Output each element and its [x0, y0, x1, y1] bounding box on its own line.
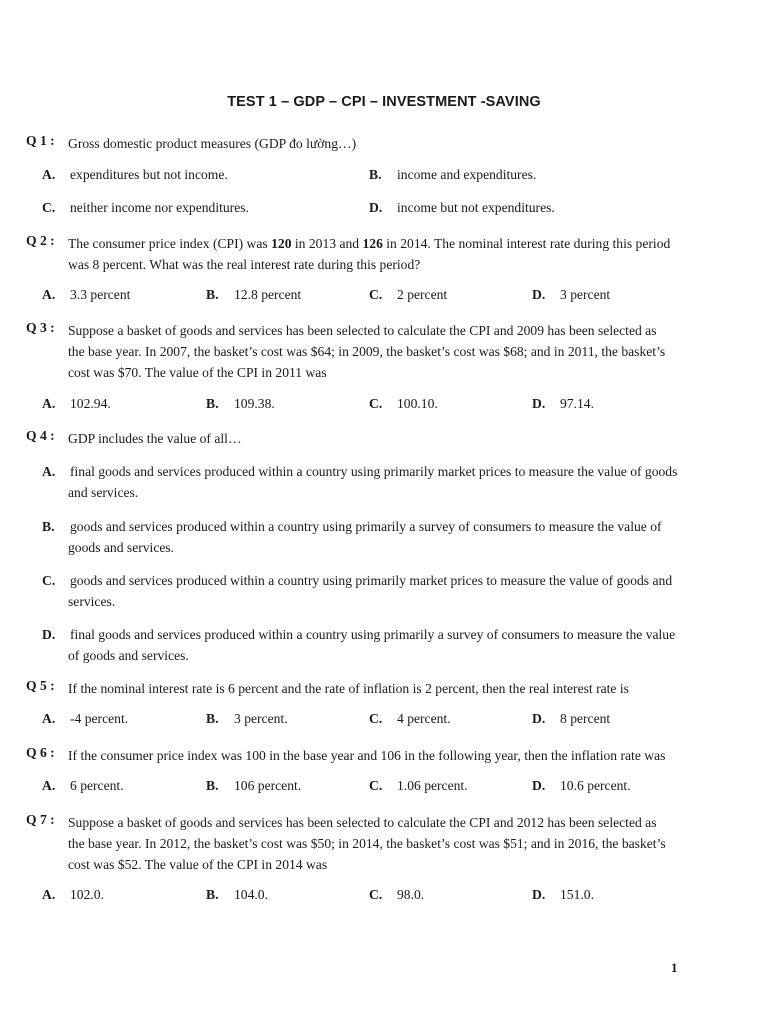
question-text-line-3: cost was $52. The value of the CPI in 2014 was [68, 857, 328, 872]
option-text: neither income nor expenditures. [70, 200, 249, 215]
option-text: 6 percent. [70, 778, 124, 793]
question-number: Q 7 : [26, 812, 55, 827]
question-number: Q 6 : [26, 745, 55, 760]
question-text: GDP includes the value of all… [68, 431, 242, 446]
option-label: D. [369, 200, 383, 215]
option-label: D. [532, 711, 546, 726]
option-text: 12.8 percent [234, 287, 302, 302]
question-number: Q 1 : [26, 133, 55, 148]
question-text-part: in 2014. The nominal interest rate during this period [382, 236, 671, 251]
option-a [42, 461, 746, 503]
option-label: B. [206, 396, 219, 411]
option-label: B. [206, 287, 219, 302]
option-text: 97.14. [560, 396, 594, 411]
option-label: A. [42, 167, 56, 182]
option-text: 1.06 percent. [397, 778, 468, 793]
cpi-value-2013: 120 [271, 236, 292, 251]
question-text: If the consumer price index was 100 in the base year and 106 in the following year, then the inflation rate was [68, 748, 666, 763]
option-text: expenditures but not income. [70, 167, 228, 182]
question-text-line-1: Suppose a basket of goods and services has been selected to calculate the CPI and 2012 has been selected as [68, 815, 657, 830]
option-text: 102.94. [70, 396, 111, 411]
option-label: C. [369, 778, 383, 793]
option-text-continued: services. [68, 594, 116, 609]
option-label: A. [42, 711, 56, 726]
question-number: Q 3 : [26, 320, 55, 335]
option-text: income but not expenditures. [397, 200, 555, 215]
option-text: 10.6 percent. [560, 778, 631, 793]
option-label: A. [42, 287, 56, 302]
option-label: C. [42, 573, 56, 588]
question-text-part: The consumer price index (CPI) was [68, 236, 272, 251]
option-label: D. [532, 887, 546, 902]
option-label: B. [369, 167, 382, 182]
option-label: A. [42, 887, 56, 902]
option-label: A. [42, 778, 56, 793]
option-label: C. [369, 711, 383, 726]
option-label: C. [42, 200, 56, 215]
option-text: 98.0. [397, 887, 425, 902]
option-label: D. [42, 627, 56, 642]
question-text-part: in 2013 and [291, 236, 363, 251]
document-title: TEST 1 – GDP – CPI – INVESTMENT -SAVING [227, 94, 541, 110]
option-text: 3 percent. [234, 711, 288, 726]
option-label: B. [206, 711, 219, 726]
option-label: C. [369, 396, 383, 411]
question-text-line-1: Suppose a basket of goods and services has been selected to calculate the CPI and 2009 has been selected as [68, 323, 657, 338]
option-label: A. [42, 464, 56, 479]
option-label: C. [369, 287, 383, 302]
page-number: 1 [671, 960, 678, 975]
question-text-line-2: the base year. In 2012, the basket’s cost was $50; in 2014, the basket’s cost was $51; and in 2016, the basket’s [68, 836, 666, 851]
question-text-line-3: cost was $70. The value of the CPI in 2011 was [68, 365, 327, 380]
option-label: D. [532, 396, 546, 411]
question-number: Q 5 : [26, 678, 55, 693]
option-label: D. [532, 287, 546, 302]
option-label: C. [369, 887, 383, 902]
option-text: 100.10. [397, 396, 438, 411]
option-label: B. [206, 778, 219, 793]
option-text: final goods and services produced within a country using primarily market prices to measure the value of goods [70, 464, 678, 479]
option-text: -4 percent. [70, 711, 129, 726]
option-label: B. [42, 519, 55, 534]
option-text: final goods and services produced within a country using primarily a survey of consumers to measure the value [70, 627, 676, 642]
option-text: 8 percent [560, 711, 611, 726]
option-text: 102.0. [70, 887, 104, 902]
option-text: 106 percent. [234, 778, 302, 793]
option-b [42, 516, 746, 558]
option-text: 3 percent [560, 287, 611, 302]
option-label: B. [206, 887, 219, 902]
option-c [42, 570, 746, 612]
option-text: goods and services produced within a country using primarily a survey of consumers to measure the value of [70, 519, 662, 534]
option-text-continued: of goods and services. [68, 648, 189, 663]
option-text: 4 percent. [397, 711, 451, 726]
option-label: A. [42, 396, 56, 411]
question-text-line-2: was 8 percent. What was the real interest rate during this period? [68, 257, 421, 272]
question-text: Gross domestic product measures (GDP đo lường…) [68, 136, 357, 151]
option-text-continued: goods and services. [68, 540, 175, 555]
option-text: goods and services produced within a country using primarily market prices to measure the value of goods and [70, 573, 673, 588]
option-text-continued: and services. [68, 485, 139, 500]
question-text [68, 233, 740, 254]
question-number: Q 4 : [26, 428, 55, 443]
question-number: Q 2 : [26, 233, 55, 248]
option-text: 151.0. [560, 887, 594, 902]
option-text: 104.0. [234, 887, 268, 902]
option-text: income and expenditures. [397, 167, 537, 182]
question-text-line-2: the base year. In 2007, the basket’s cost was $64; in 2009, the basket’s cost was $68; and in 2011, the basket’s [68, 344, 666, 359]
option-d [42, 624, 746, 666]
cpi-value-2014: 126 [362, 236, 383, 251]
option-text: 3.3 percent [70, 287, 131, 302]
question-text: If the nominal interest rate is 6 percent and the rate of inflation is 2 percent, then the real interest rate is [68, 681, 629, 696]
option-text: 2 percent [397, 287, 448, 302]
option-label: D. [532, 778, 546, 793]
option-text: 109.38. [234, 396, 275, 411]
